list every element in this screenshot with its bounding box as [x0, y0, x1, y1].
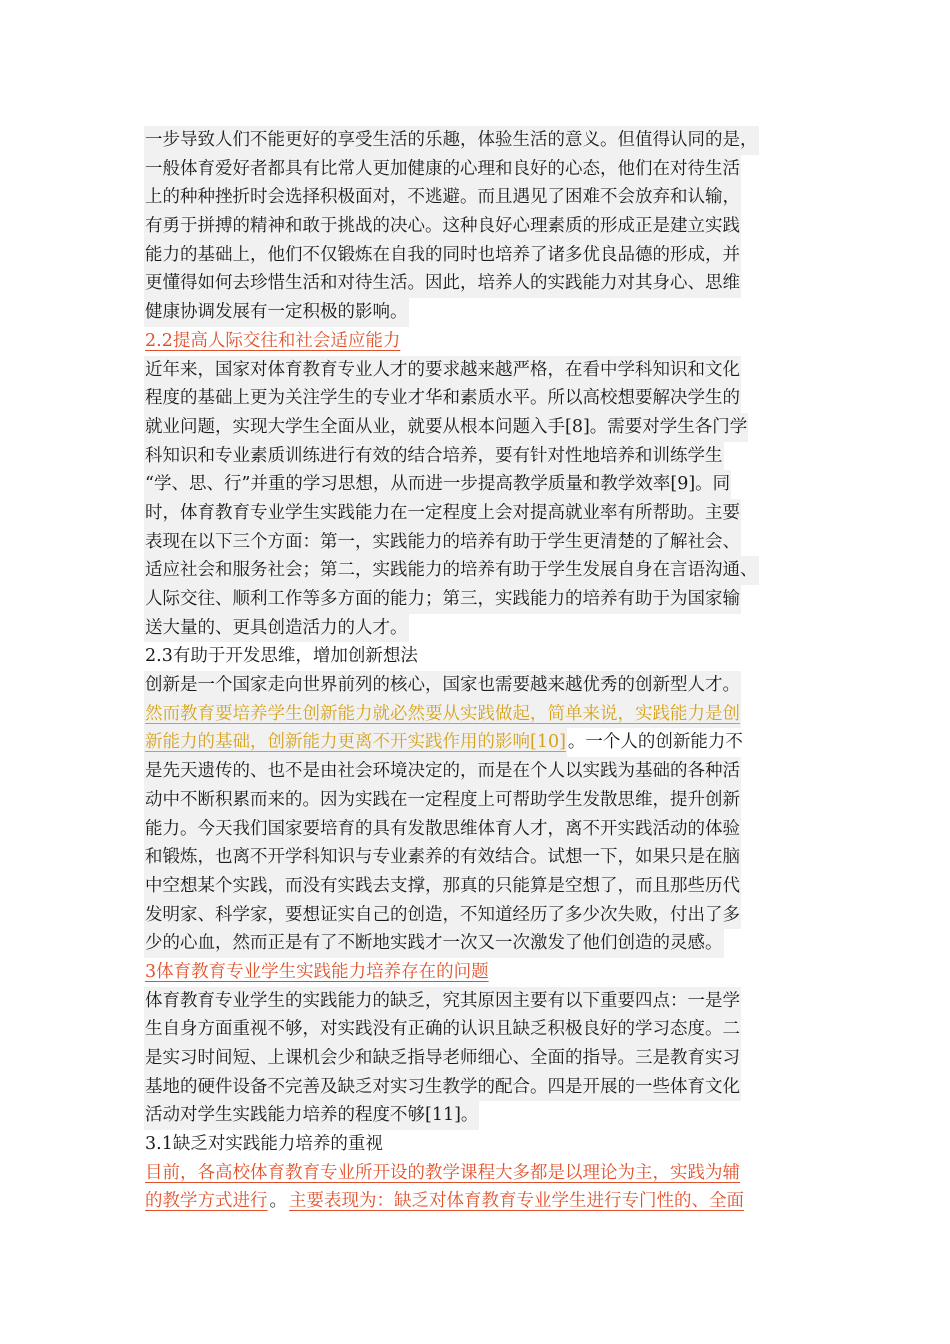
paragraph-line: 能力的基础上，他们不仅锻炼在自我的同时也培养了诸多优良品德的形成，并	[144, 241, 808, 270]
paragraph-line: 表现在以下三个方面：第一，实践能力的培养有助于学生更清楚的了解社会、	[144, 528, 808, 557]
paragraph-line: 少的心血，然而正是有了不断地实践才一次又一次激发了他们创造的灵感。	[144, 929, 808, 958]
paragraph-line: 有勇于拼搏的精神和敢于挑战的决心。这种良好心理素质的形成正是建立实践	[144, 212, 808, 241]
plain-fragment: 。	[269, 1191, 287, 1212]
paragraph-line: 上的种种挫折时会选择积极面对，不逃避。而且遇见了困难不会放弃和认输，	[144, 183, 808, 212]
paragraph-line: 是先天遗传的、也不是由社会环境决定的，而是在个人以实践为基础的各种活	[144, 757, 808, 786]
paragraph-line: 一步导致人们不能更好的享受生活的乐趣，体验生活的意义。但值得认同的是，	[144, 126, 808, 155]
paragraph-line: 程度的基础上更为关注学生的专业才华和素质水平。所以高校想要解决学生的	[144, 384, 808, 413]
paragraph-line: 近年来，国家对体育教育专业人才的要求越来越严格，在看中学科知识和文化	[144, 356, 808, 385]
highlighted-sentence-line: 目前，各高校体育教育专业所开设的教学课程大多都是以理论为主，实践为辅	[145, 1162, 740, 1183]
paragraph-line: 动中不断积累而来的。因为实践在一定程度上可帮助学生发散思维，提升创新	[144, 786, 808, 815]
paragraph-line: 和锻炼，也离不开学科知识与专业素养的有效结合。试想一下，如果只是在脑	[144, 843, 808, 872]
document-body	[144, 126, 808, 1216]
paragraph-line: 人际交往、顺利工作等多方面的能力；第三，实践能力的培养有助于为国家输	[144, 585, 808, 614]
highlighted-sentence-line: 然而教育要培养学生创新能力就必然要从实践做起，简单来说，实践能力是创	[144, 700, 808, 729]
paragraph-line: 体育教育专业学生的实践能力的缺乏，究其原因主要有以下重要四点：一是学	[144, 987, 808, 1016]
paragraph-line: 一般体育爱好者都具有比常人更加健康的心理和良好的心态，他们在对待生活	[144, 155, 808, 184]
highlighted-fragment: 的教学方式进行	[145, 1191, 268, 1212]
paragraph-line: 就业问题，实现大学生全面从业，就要从根本问题入手[8]。需要对学生各门学	[144, 413, 808, 442]
paragraph-line: 科知识和专业素质训练进行有效的结合培养，要有针对性地培养和训练学生	[144, 442, 808, 471]
highlighted-fragment: 主要表现为：缺乏对体育教育专业学生进行专门性的、全面	[289, 1191, 744, 1212]
paragraph-line: 送大量的、更具创造活力的人才。	[144, 614, 808, 643]
section-heading-3-1: 3.1缺乏对实践能力培养的重视	[145, 1134, 383, 1155]
paragraph-line: 活动对学生实践能力培养的程度不够[11]。	[144, 1101, 808, 1130]
paragraph-line: 中空想某个实践，而没有实践去支撑，那真的只能算是空想了，而且那些历代	[144, 872, 808, 901]
paragraph-line: 生自身方面重视不够，对实践没有正确的认识且缺乏积极良好的学习态度。二	[144, 1015, 808, 1044]
highlighted-fragment: 新能力的基础，创新能力更离不开实践作用的影响[10]	[144, 728, 567, 757]
paragraph-line: 健康协调发展有一定积极的影响。	[144, 298, 808, 327]
paragraph-line: 是实习时间短、上课机会少和缺乏指导老师细心、全面的指导。三是教育实习	[144, 1044, 808, 1073]
plain-fragment: 。一个人的创新能力不	[567, 732, 743, 753]
paragraph-line: 时，体育教育专业学生实践能力在一定程度上会对提高就业率有所帮助。主要	[144, 499, 808, 528]
paragraph-line: 创新是一个国家走向世界前列的核心，国家也需要越来越优秀的创新型人才。	[144, 671, 808, 700]
section-heading-3: 3体育教育专业学生实践能力培养存在的问题	[145, 961, 489, 982]
mixed-highlight-line	[144, 728, 808, 757]
section-heading-2-2: 2.2提高人际交往和社会适应能力	[145, 330, 401, 351]
paragraph-line: 适应社会和服务社会；第二，实践能力的培养有助于学生发展自身在言语沟通、	[144, 556, 808, 585]
paragraph-line: 基地的硬件设备不完善及缺乏对实习生教学的配合。四是开展的一些体育文化	[144, 1073, 808, 1102]
paragraph-line: 发明家、科学家，要想证实自己的创造，不知道经历了多少次失败，付出了多	[144, 901, 808, 930]
section-heading-2-3: 2.3有助于开发思维，增加创新想法	[145, 646, 418, 667]
paragraph-line: “学、思、行”并重的学习思想，从而进一步提高教学质量和教学效率[9]。同	[144, 470, 808, 499]
paragraph-line: 能力。今天我们国家要培育的具有发散思维体育人才，离不开实践活动的体验	[144, 815, 808, 844]
paragraph-line: 更懂得如何去珍惜生活和对待生活。因此，培养人的实践能力对其身心、思维	[144, 269, 808, 298]
mixed-highlight-line	[144, 1187, 808, 1216]
